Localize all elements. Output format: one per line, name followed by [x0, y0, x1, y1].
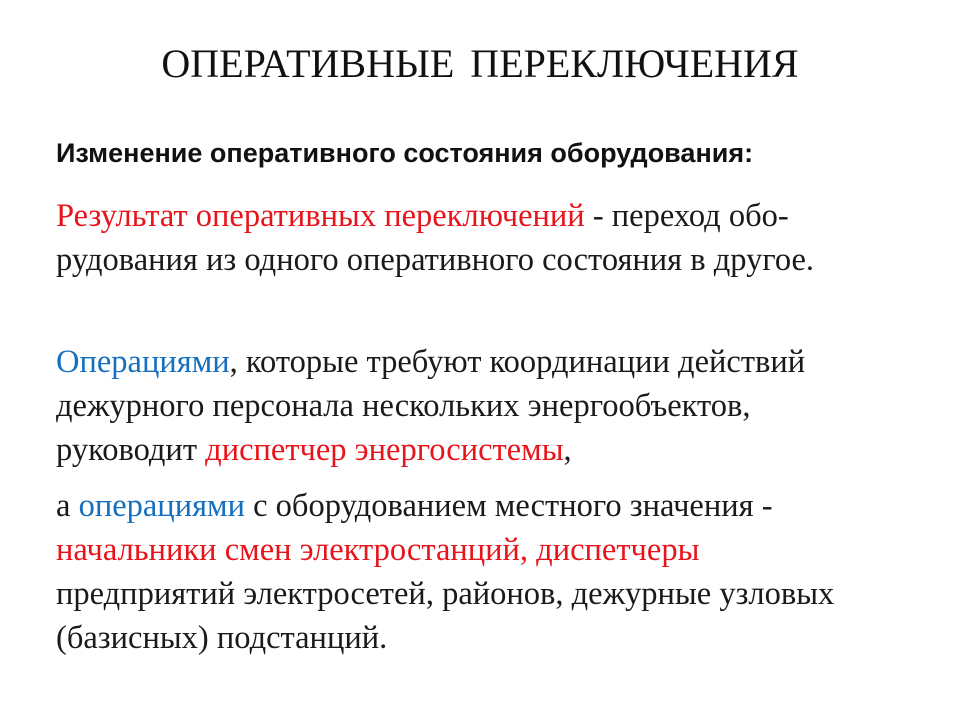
paragraph-result-text-2: рудования из одного оперативного состояния в другое.: [56, 242, 815, 278]
paragraph-local-text-2: с оборудованием местного значения -: [245, 488, 773, 524]
term-operations: Операциями: [56, 344, 230, 380]
paragraph-local-operations: [56, 484, 946, 660]
paragraph-operations-text-4: ,: [563, 432, 572, 468]
term-local-operations: операциями: [78, 488, 245, 524]
paragraph-local-text-3: предприятий электросетей, районов, дежурные узловых: [56, 576, 835, 612]
paragraph-result: [56, 194, 946, 282]
paragraph-operations-dispatcher: [56, 340, 946, 472]
paragraph-local-text: а: [56, 488, 79, 524]
paragraph-operations-text-2: дежурного персонала нескольких энергообъектов,: [56, 388, 751, 424]
paragraph-local-text-4: (базисных) подстанций.: [56, 620, 388, 656]
paragraph-operations-text-3: руководит: [56, 432, 206, 468]
slide-title: ОПЕРАТИВНЫЕ ПЕРЕКЛЮЧЕНИЯ: [161, 41, 799, 86]
slide-subheading: Изменение оперативного состояния оборудования:: [56, 138, 754, 168]
term-system-dispatcher: диспетчер энергосистемы: [205, 432, 564, 468]
paragraph-operations-text: , которые требуют координации действий: [229, 344, 806, 380]
paragraph-result-text: - переход обо-: [584, 198, 789, 234]
term-result-of-switching: Результат оперативных переключений: [56, 198, 585, 234]
term-shift-chiefs: начальники смен электростанций, диспетчеры: [56, 532, 700, 568]
